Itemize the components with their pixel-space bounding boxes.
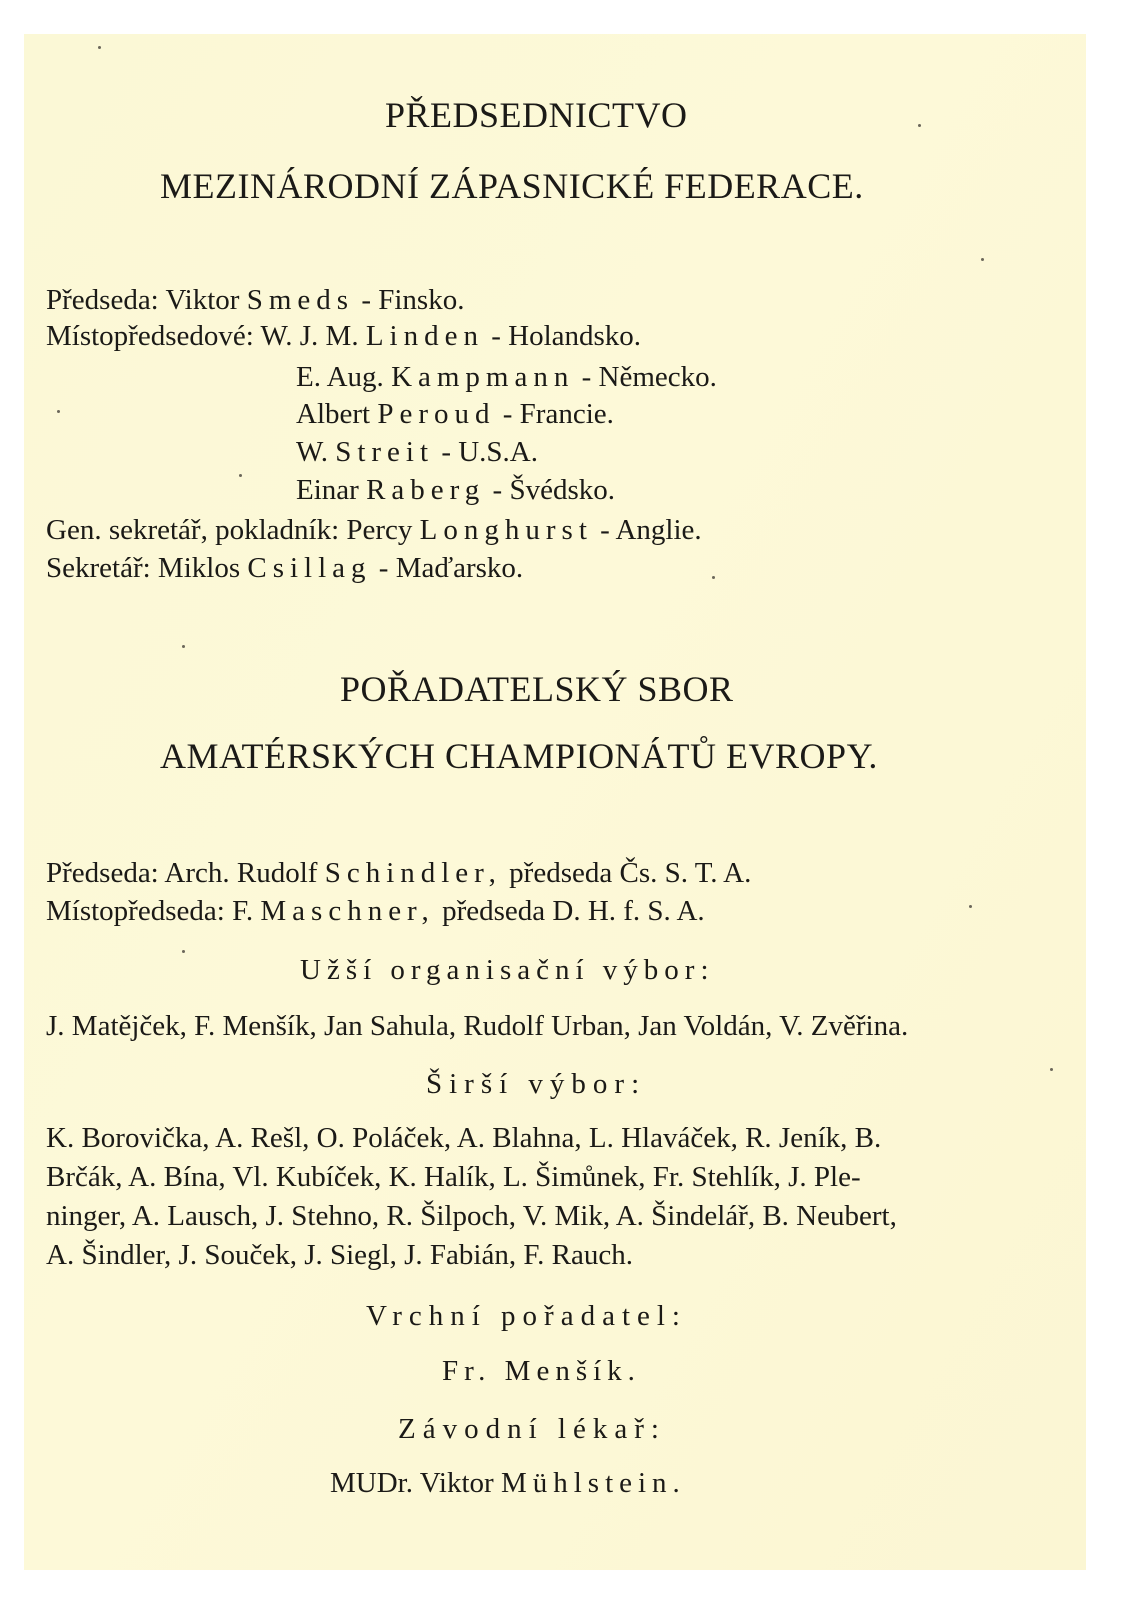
doctor-prefix: MUDr. Viktor bbox=[330, 1467, 494, 1499]
wider-committee-heading: Širší výbor: bbox=[426, 1068, 647, 1100]
organizers-chair bbox=[46, 857, 751, 890]
federation-member bbox=[46, 284, 464, 317]
member-surname: Peroud bbox=[377, 398, 496, 430]
member-first: Albert bbox=[296, 398, 371, 430]
member-country: - U.S.A. bbox=[441, 436, 538, 468]
federation-title-line1: PŘEDSEDNICTVO bbox=[385, 95, 688, 135]
chief-organizer-name bbox=[442, 1355, 641, 1388]
document-page bbox=[24, 34, 1086, 1570]
member-first: W. J. M. bbox=[260, 320, 359, 352]
chief-organizer-heading: Vrchní pořadatel: bbox=[366, 1300, 687, 1332]
inner-committee-list: J. Matějček, F. Menšík, Jan Sahula, Rudolf Urban, Jan Voldán, V. Zvěřina. bbox=[46, 1010, 909, 1042]
member-first: W. bbox=[296, 436, 328, 468]
member-role: Sekretář: bbox=[46, 552, 151, 584]
member-surname: Csillag bbox=[247, 552, 372, 584]
federation-member bbox=[46, 552, 523, 585]
chief-organizer-text: Fr. Menšík. bbox=[442, 1355, 641, 1387]
federation-member bbox=[296, 361, 717, 394]
member-role: Předseda: bbox=[46, 284, 159, 316]
federation-member bbox=[46, 514, 702, 547]
vice-chair-first: F. bbox=[232, 895, 254, 927]
member-role: Gen. sekretář, pokladník: bbox=[46, 514, 340, 546]
doctor-heading: Závodní lékař: bbox=[398, 1413, 666, 1445]
member-country: - Holandsko. bbox=[491, 320, 642, 352]
member-country: - Anglie. bbox=[600, 514, 702, 546]
doctor-name bbox=[330, 1467, 686, 1500]
vice-chair-role: Místopředseda: bbox=[46, 895, 225, 927]
vice-chair-surname: Maschner, bbox=[260, 895, 435, 927]
member-country: - Německo. bbox=[581, 361, 717, 393]
member-country: - Francie. bbox=[502, 398, 614, 430]
organizers-vice-chair bbox=[46, 895, 705, 928]
organizers-title-line2: AMATÉRSKÝCH CHAMPIONÁTŮ EVROPY. bbox=[160, 736, 878, 776]
member-first: Percy bbox=[346, 514, 413, 546]
member-first: Miklos bbox=[157, 552, 241, 584]
vice-chair-suffix: předseda D. H. f. S. A. bbox=[442, 895, 705, 927]
member-surname: Kampmann bbox=[391, 361, 575, 393]
member-surname: Streit bbox=[335, 436, 435, 468]
member-surname: Raberg bbox=[366, 474, 486, 506]
federation-member bbox=[296, 474, 615, 507]
member-country: - Finsko. bbox=[361, 284, 465, 316]
member-country: - Maďarsko. bbox=[378, 552, 524, 584]
wider-committee-line: Brčák, A. Bína, Vl. Kubíček, K. Halík, L. Šimůnek, Fr. Stehlík, J. Ple- bbox=[46, 1161, 861, 1193]
wider-committee-line: K. Borovička, A. Rešl, O. Poláček, A. Blahna, L. Hlaváček, R. Jeník, B. bbox=[46, 1122, 882, 1154]
federation-member bbox=[296, 398, 614, 431]
member-first: Viktor bbox=[165, 284, 240, 316]
inner-committee-heading: Užší organisační výbor: bbox=[300, 954, 715, 986]
chair-role: Předseda: bbox=[46, 857, 159, 889]
member-surname: Linden bbox=[365, 320, 484, 352]
wider-committee-line: A. Šindler, J. Souček, J. Siegl, J. Fabián, F. Rauch. bbox=[46, 1239, 633, 1271]
doctor-surname: Mühlstein. bbox=[500, 1467, 686, 1499]
member-surname: Longhurst bbox=[419, 514, 593, 546]
member-first: E. Aug. bbox=[296, 361, 384, 393]
federation-member bbox=[46, 320, 641, 353]
member-surname: Smeds bbox=[246, 284, 355, 316]
wider-committee-line: ninger, A. Lausch, J. Stehno, R. Šilpoch, V. Mik, A. Šindelář, B. Neubert, bbox=[46, 1200, 897, 1232]
federation-member bbox=[296, 436, 538, 469]
chair-first: Arch. Rudolf bbox=[164, 857, 318, 889]
member-first: Einar bbox=[296, 474, 359, 506]
chair-surname: Schindler, bbox=[324, 857, 502, 889]
organizers-title-line1: POŘADATELSKÝ SBOR bbox=[340, 669, 734, 709]
member-country: - Švédsko. bbox=[492, 474, 615, 506]
federation-title-line2: MEZINÁRODNÍ ZÁPASNICKÉ FEDERACE. bbox=[160, 166, 864, 206]
chair-suffix: předseda Čs. S. T. A. bbox=[509, 857, 752, 889]
member-role: Místopředsedové: bbox=[46, 320, 254, 352]
